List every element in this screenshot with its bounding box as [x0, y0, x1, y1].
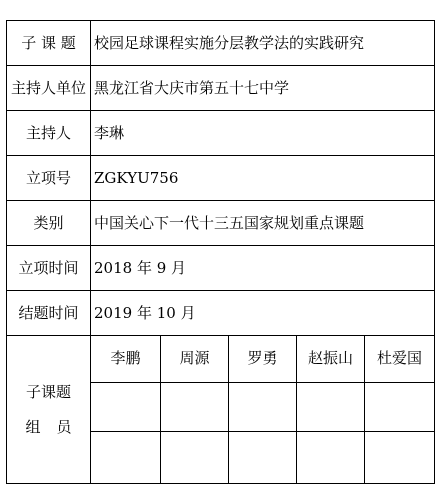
- member-cell-empty: [91, 383, 161, 432]
- project-number-value: ZGKYU756: [91, 156, 435, 201]
- member-cell-empty: [161, 432, 229, 484]
- members-label: [7, 336, 91, 484]
- category-label: 类别: [7, 201, 91, 246]
- completion-date-label: 结题时间: [7, 291, 91, 336]
- host-unit-value: 黑龙江省大庆市第五十七中学: [91, 66, 435, 111]
- row-host: [7, 111, 435, 156]
- member-cell-empty: [365, 383, 435, 432]
- members-label-line2: 组员: [25, 417, 88, 436]
- host-unit-label: 主持人单位: [7, 66, 91, 111]
- row-approval-date: [7, 246, 435, 291]
- sub-topic-value: 校园足球课程实施分层教学法的实践研究: [91, 21, 435, 66]
- member-cell-empty: [365, 432, 435, 484]
- member-cell-empty: [297, 432, 365, 484]
- member-cell-empty: [297, 383, 365, 432]
- row-project-number: [7, 156, 435, 201]
- member-name-4: 赵振山: [297, 336, 365, 383]
- row-members-names: [7, 336, 435, 383]
- project-info-table: [6, 20, 435, 484]
- host-value: 李琳: [91, 111, 435, 156]
- host-label: 主持人: [7, 111, 91, 156]
- member-name-1: 李鹏: [91, 336, 161, 383]
- member-name-3: 罗勇: [229, 336, 297, 383]
- sub-topic-label: 子 课 题: [7, 21, 91, 66]
- category-value: 中国关心下一代十三五国家规划重点课题: [91, 201, 435, 246]
- row-host-unit: [7, 66, 435, 111]
- member-name-5: 杜爱国: [365, 336, 435, 383]
- member-cell-empty: [91, 432, 161, 484]
- member-cell-empty: [229, 432, 297, 484]
- row-category: [7, 201, 435, 246]
- member-cell-empty: [229, 383, 297, 432]
- approval-date-label: 立项时间: [7, 246, 91, 291]
- row-completion-date: [7, 291, 435, 336]
- member-name-2: 周源: [161, 336, 229, 383]
- completion-date-value: 2019 年 10 月: [91, 291, 435, 336]
- project-number-label: 立项号: [7, 156, 91, 201]
- row-sub-topic: [7, 21, 435, 66]
- member-cell-empty: [161, 383, 229, 432]
- approval-date-value: 2018 年 9 月: [91, 246, 435, 291]
- members-label-line1: 子课题: [25, 383, 71, 401]
